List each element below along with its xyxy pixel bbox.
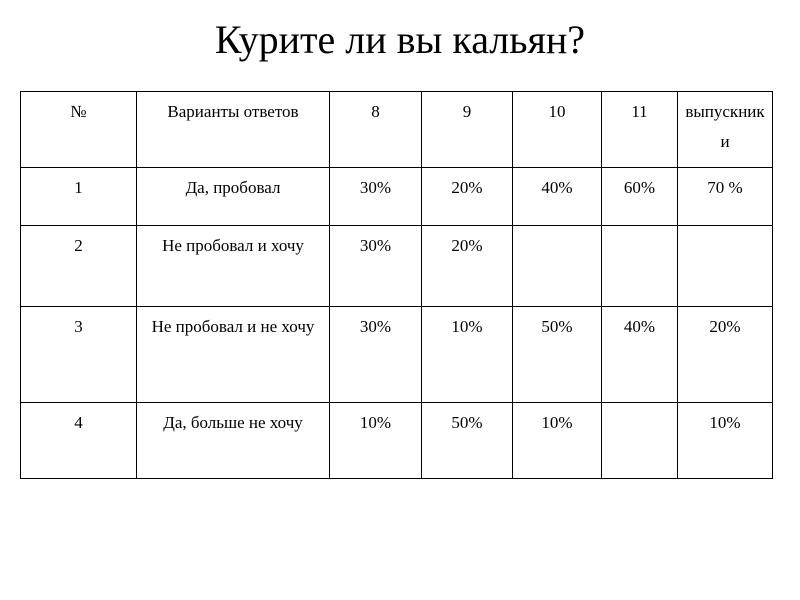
table-row: [21, 226, 773, 307]
header-grade-9: 9: [422, 92, 513, 168]
value-grade-10: [513, 226, 602, 307]
slide-title: Курите ли вы кальян?: [214, 17, 586, 62]
header-graduates: выпускники: [678, 92, 773, 168]
value-grade-11: 40%: [602, 307, 678, 403]
table-row: [21, 168, 773, 226]
table-header-row: [21, 92, 773, 168]
table-row: [21, 403, 773, 479]
value-graduates: 10%: [678, 403, 773, 479]
answer-option: Не пробовал и не хочу: [137, 307, 330, 403]
header-number: №: [21, 92, 137, 168]
survey-table: [20, 91, 773, 479]
answer-option: Не пробовал и хочу: [137, 226, 330, 307]
value-grade-9: 50%: [422, 403, 513, 479]
answer-option: Да, больше не хочу: [137, 403, 330, 479]
header-grade-8: 8: [330, 92, 422, 168]
table-row: [21, 307, 773, 403]
answer-option: Да, пробовал: [137, 168, 330, 226]
row-number: 4: [21, 403, 137, 479]
value-graduates: [678, 226, 773, 307]
row-number: 2: [21, 226, 137, 307]
value-grade-8: 30%: [330, 168, 422, 226]
row-number: 3: [21, 307, 137, 403]
header-grade-10: 10: [513, 92, 602, 168]
header-answer-options: Варианты ответов: [137, 92, 330, 168]
value-grade-8: 10%: [330, 403, 422, 479]
value-grade-11: 60%: [602, 168, 678, 226]
value-grade-9: 10%: [422, 307, 513, 403]
value-grade-10: 10%: [513, 403, 602, 479]
value-grade-8: 30%: [330, 307, 422, 403]
value-grade-11: [602, 226, 678, 307]
value-grade-9: 20%: [422, 168, 513, 226]
row-number: 1: [21, 168, 137, 226]
value-grade-10: 50%: [513, 307, 602, 403]
value-grade-11: [602, 403, 678, 479]
value-grade-10: 40%: [513, 168, 602, 226]
value-grade-8: 30%: [330, 226, 422, 307]
header-grade-11: 11: [602, 92, 678, 168]
value-graduates: 20%: [678, 307, 773, 403]
value-graduates: 70 %: [678, 168, 773, 226]
value-grade-9: 20%: [422, 226, 513, 307]
